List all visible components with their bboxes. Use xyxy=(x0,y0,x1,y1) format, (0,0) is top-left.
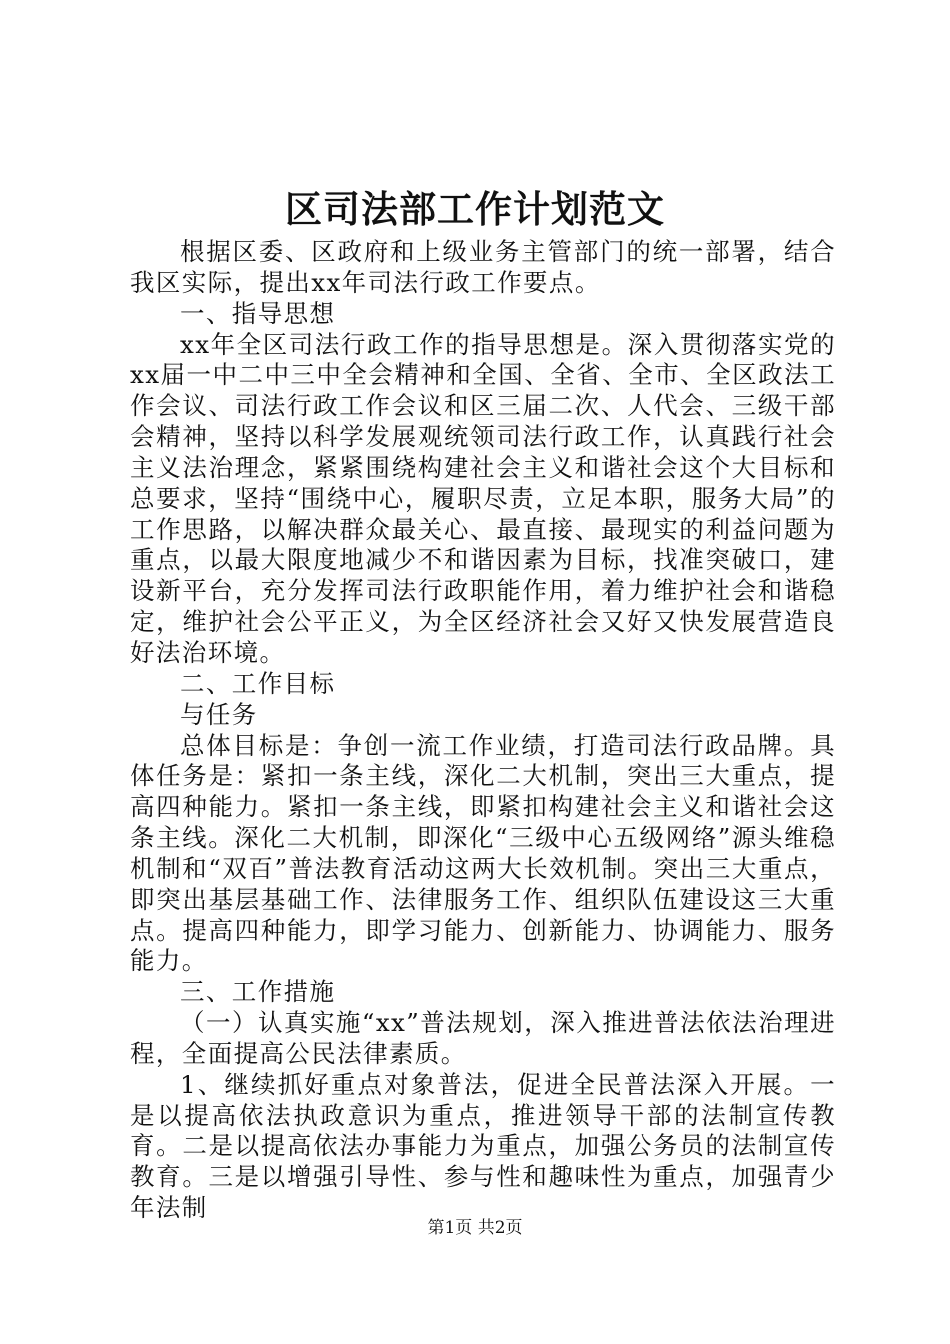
page-number: 第1页 共2页 xyxy=(427,1218,523,1238)
heading-guiding-thought: 一、指导思想 xyxy=(180,298,336,328)
document-title: 区司法部工作计划范文 xyxy=(285,187,665,231)
heading-and-tasks: 与任务 xyxy=(180,699,258,729)
heading-work-measures: 三、工作措施 xyxy=(180,977,336,1007)
paragraph-measure-one-item-one: 1、继续抓好重点对象普法，促进全民普法深入开展。一是以提高依法执政意识为重点，推进领导干部的法制宣传教育。二是以提高依法办事能力为重点，加强公务员的法制宣传教育。三是以增强引导性、参与性和趣味性为重点，加强青少年法制 xyxy=(130,1069,836,1223)
subheading-measure-one: （一）认真实施“xx”普法规划，深入推进普法依法治理进程，全面提高公民法律素质。 xyxy=(130,1008,836,1068)
paragraph-guiding-thought: xx年全区司法行政工作的指导思想是。深入贯彻落实党的xx届一中二中三中全会精神和全国、全省、全市、全区政法工作会议、司法行政工作会议和区三届二次、人代会、三级干部会精神，坚持以科学发展观统领司法行政工作，认真践行社会主义法治理念，紧紧围绕构建社会主义和谐社会这个大目标和总要求，坚持“围绕中心，履职尽责，立足本职，服务大局”的工作思路，以解决群众最关心、最直接、最现实的利益问题为重点，以最大限度地减少不和谐因素为目标，找准突破口，建设新平台，充分发挥司法行政职能作用，着力维护社会和谐稳定，维护社会公平正义，为全区经济社会又好又快发展营造良好法治环境。 xyxy=(130,329,836,667)
paragraph-intro: 根据区委、区政府和上级业务主管部门的统一部署，结合我区实际，提出xx年司法行政工作要点。 xyxy=(130,237,836,297)
heading-work-goals: 二、工作目标 xyxy=(180,668,336,698)
paragraph-overall-goals: 总体目标是：争创一流工作业绩，打造司法行政品牌。具体任务是：紧扣一条主线，深化二大机制，突出三大重点，提高四种能力。紧扣一条主线，即紧扣构建社会主义和谐社会这条主线。深化二大机制，即深化“三级中心五级网络”源头维稳机制和“双百”普法教育活动这两大长效机制。突出三大重点，即突出基层基础工作、法律服务工作、组织队伍建设这三大重点。提高四种能力，即学习能力、创新能力、协调能力、服务能力。 xyxy=(130,730,836,976)
document-body xyxy=(130,237,836,1224)
